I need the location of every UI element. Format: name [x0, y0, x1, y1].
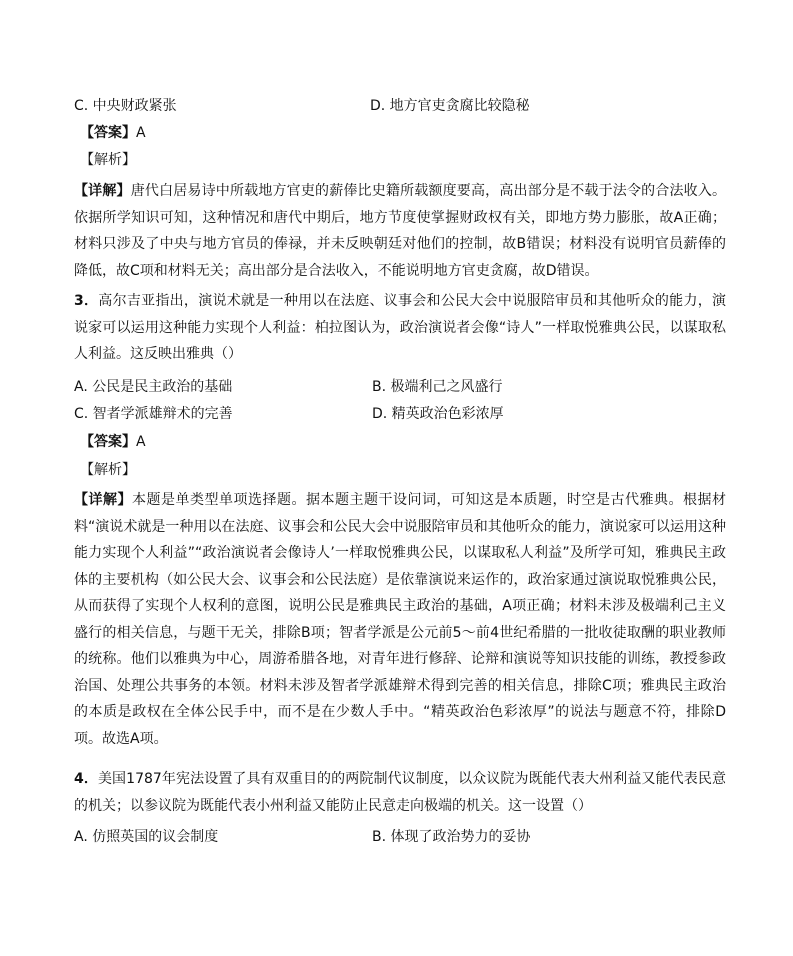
answer-tag: 【答案】: [80, 125, 136, 141]
q2-option-c: C. 中央财政紧张: [74, 98, 177, 114]
detail-tag: 【详解】: [74, 492, 132, 508]
question-stem: 美国1787年宪法设置了具有双重目的的两院制代议制度，以众议院为既能代表大州利益又能代表民意的机关；以参议院为既能代表小州利益又能防止民意走向极端的机关。这一设置（）: [74, 771, 726, 814]
answer-value: A: [136, 434, 146, 450]
q2-analysis-tag: 【解析】: [80, 152, 136, 168]
detail-text: 本题是单类型单项选择题。据本题主题干设问词，可知这是本质题，时空是古代雅典。根据材料“演说术就是一种用以在法庭、议事会和公民大会中说服陪审员和其他听众的能力，演说家可以运用这种能力实现个人利益”“政治演说者会像诗人’一样取悦雅典公民，以谋取私人利益”及所学可知，雅典民主政体的主要机构（如公民大会、议事会和公民法庭）是依靠演说来运作的，政治家通过演说取悦雅典公民，从而获得了实现个人权利的意图，说明公民是雅典民主政治的基础，A项正确；材料未涉及极端利己主义盛行的相关信息，与题干无关，排除B项；智者学派是公元前5～前4世纪希腊的一批收徒取酬的职业教师的统称。他们以雅典为中心，周游希腊各地，对青年进行修辞、论辩和演说等知识技能的训练，教授参政治国、处理公共事务的本领。材料未涉及智者学派雄辩术得到完善的相关信息，排除C项；雅典民主政治的本质是政权在全体公民手中，而不是在少数人手中。“精英政治色彩浓厚”的说法与题意不符，排除D项。故选A项。: [74, 492, 726, 747]
answer-value: A: [136, 125, 146, 141]
q3-detail: [74, 487, 726, 752]
q3-option-b: B. 极端利己之风盛行: [372, 379, 503, 395]
detail-text: 唐代白居易诗中所载地方官吏的薪俸比史籍所载额度要高，高出部分是不载于法令的合法收入。依据所学知识可知，这种情况和唐代中期后，地方节度使掌握财政权有关，即地方势力膨胀，故A正确；材料只涉及了中央与地方官员的俸禄，并未反映朝廷对他们的控制，故B错误；材料没有说明官员薪俸的降低，故C项和材料无关；高出部分是合法收入，不能说明地方官吏贪腐，故D错误。: [74, 183, 727, 279]
q2-option-d: D. 地方官吏贪腐比较隐秘: [370, 98, 530, 114]
question-number: 3．: [74, 293, 99, 309]
q4-option-a: A. 仿照英国的议会制度: [74, 829, 219, 845]
question-number: 4．: [74, 771, 98, 787]
q3-answer: [80, 432, 730, 452]
q2-answer: [80, 123, 730, 143]
q4-option-b: B. 体现了政治势力的妥协: [372, 829, 531, 845]
question-stem: 高尔吉亚指出，演说术就是一种用以在法庭、议事会和公民大会中说服陪审员和其他听众的能力，演说家可以运用这种能力实现个人利益：柏拉图认为，政治演说者会像“诗人”一样取悦雅典公民，以谋取私人利益。这反映出雅典（）: [74, 293, 726, 362]
q3-option-a: A. 公民是民主政治的基础: [74, 379, 233, 395]
q4-stem: [74, 766, 726, 819]
q3-option-d: D. 精英政治色彩浓厚: [372, 406, 504, 422]
q3-stem: [74, 288, 726, 368]
q3-option-c: C. 智者学派雄辩术的完善: [74, 406, 233, 422]
q2-detail: [74, 178, 726, 284]
detail-tag: 【详解】: [74, 183, 131, 199]
answer-tag: 【答案】: [80, 434, 136, 450]
q3-analysis-tag: 【解析】: [80, 462, 136, 478]
